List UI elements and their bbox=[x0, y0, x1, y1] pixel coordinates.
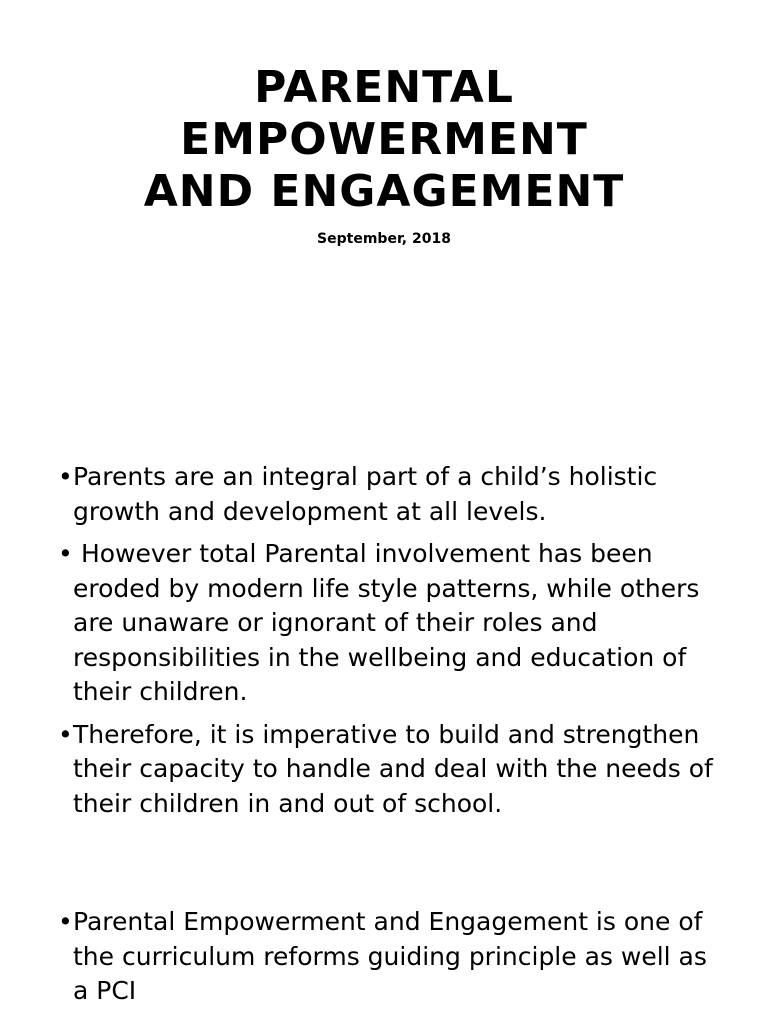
bullet-icon: • bbox=[58, 462, 73, 491]
list-item bbox=[58, 905, 718, 1009]
slide-date: September, 2018 bbox=[317, 231, 451, 247]
list-item bbox=[58, 718, 718, 822]
title-line-2: EMPOWERMENT bbox=[180, 114, 588, 165]
bullet-list-principles bbox=[58, 905, 718, 1017]
bullet-icon: • bbox=[58, 907, 73, 936]
title-line-3: AND ENGAGEMENT bbox=[143, 166, 625, 217]
list-item bbox=[58, 460, 718, 529]
bullet-icon: • bbox=[58, 539, 73, 568]
list-item bbox=[58, 537, 718, 710]
bullet-text: Therefore, it is imperative to build and strengthen their capacity to handle and deal with the needs of their children in and out of school. bbox=[73, 719, 713, 818]
bullet-icon: • bbox=[58, 719, 73, 749]
title-line-1: PARENTAL bbox=[254, 62, 514, 113]
bullet-text: Parental Empowerment and Engagement is one of the curriculum reforms guiding principle as well as a PCI bbox=[73, 907, 707, 1005]
bullet-text: Parents are an integral part of a child’s holistic growth and development at all levels. bbox=[73, 462, 658, 526]
bullet-list-intro bbox=[58, 460, 718, 829]
slide-title bbox=[0, 62, 768, 218]
bullet-text: However total Parental involvement has been eroded by modern life style patterns, while others are unaware or ignorant of their roles and responsibilities in the wellbeing and education of their children. bbox=[73, 539, 708, 706]
